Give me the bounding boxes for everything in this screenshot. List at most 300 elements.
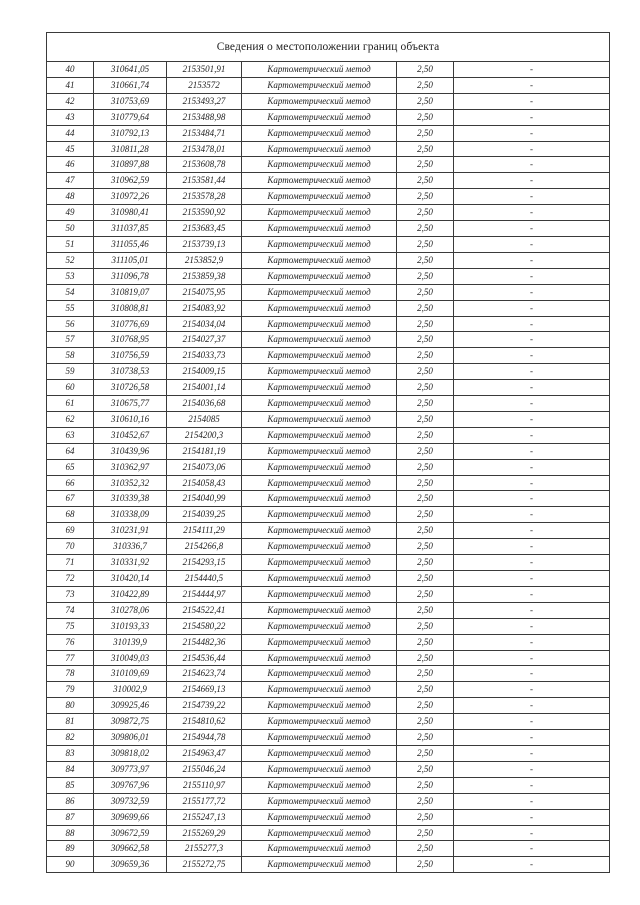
coordinate-x-cell: 310452,67: [94, 427, 167, 443]
point-number-cell: 51: [47, 236, 94, 252]
method-cell: Картометрический метод: [242, 809, 397, 825]
point-number-cell: 75: [47, 618, 94, 634]
coordinate-y-cell: 2155269,29: [167, 825, 242, 841]
accuracy-cell: 2,50: [397, 189, 454, 205]
note-cell: -: [454, 348, 610, 364]
method-cell: Картометрический метод: [242, 571, 397, 587]
document-page: [46, 32, 609, 873]
method-cell: Картометрический метод: [242, 109, 397, 125]
table-row: [47, 793, 610, 809]
note-cell: -: [454, 777, 610, 793]
table-row: [47, 141, 610, 157]
method-cell: Картометрический метод: [242, 475, 397, 491]
table-row: [47, 618, 610, 634]
method-cell: Картометрический метод: [242, 730, 397, 746]
point-number-cell: 88: [47, 825, 94, 841]
table-row: [47, 252, 610, 268]
note-cell: -: [454, 443, 610, 459]
coordinate-y-cell: 2153572: [167, 77, 242, 93]
note-cell: -: [454, 364, 610, 380]
accuracy-cell: 2,50: [397, 380, 454, 396]
accuracy-cell: 2,50: [397, 252, 454, 268]
method-cell: Картометрический метод: [242, 427, 397, 443]
coordinate-y-cell: 2153488,98: [167, 109, 242, 125]
coordinate-y-cell: 2154440,5: [167, 571, 242, 587]
method-cell: Картометрический метод: [242, 443, 397, 459]
point-number-cell: 42: [47, 93, 94, 109]
method-cell: Картометрический метод: [242, 857, 397, 873]
note-cell: -: [454, 475, 610, 491]
table-row: [47, 761, 610, 777]
table-row: [47, 348, 610, 364]
table-row: [47, 411, 610, 427]
note-cell: -: [454, 268, 610, 284]
method-cell: Картометрический метод: [242, 491, 397, 507]
coordinate-x-cell: 310962,59: [94, 173, 167, 189]
point-number-cell: 69: [47, 523, 94, 539]
point-number-cell: 84: [47, 761, 94, 777]
point-number-cell: 83: [47, 745, 94, 761]
method-cell: Картометрический метод: [242, 777, 397, 793]
accuracy-cell: 2,50: [397, 93, 454, 109]
point-number-cell: 62: [47, 411, 94, 427]
table-body: [47, 62, 610, 873]
coordinate-x-cell: 310352,32: [94, 475, 167, 491]
point-number-cell: 57: [47, 332, 94, 348]
accuracy-cell: 2,50: [397, 825, 454, 841]
coordinate-y-cell: 2153578,28: [167, 189, 242, 205]
table-row: [47, 825, 610, 841]
table-row: [47, 777, 610, 793]
point-number-cell: 76: [47, 634, 94, 650]
table-row: [47, 666, 610, 682]
coordinate-y-cell: 2154040,99: [167, 491, 242, 507]
coordinate-y-cell: 2154009,15: [167, 364, 242, 380]
accuracy-cell: 2,50: [397, 316, 454, 332]
note-cell: -: [454, 300, 610, 316]
method-cell: Картометрический метод: [242, 745, 397, 761]
table-title-row: [47, 33, 610, 62]
point-number-cell: 85: [47, 777, 94, 793]
coordinate-x-cell: 310278,06: [94, 602, 167, 618]
coordinate-x-cell: 309806,01: [94, 730, 167, 746]
coordinate-y-cell: 2154073,06: [167, 459, 242, 475]
coordinate-x-cell: 309925,46: [94, 698, 167, 714]
coordinate-y-cell: 2155177,72: [167, 793, 242, 809]
coordinate-y-cell: 2153501,91: [167, 62, 242, 78]
method-cell: Картометрический метод: [242, 348, 397, 364]
coordinate-y-cell: 2154963,47: [167, 745, 242, 761]
coordinate-y-cell: 2153493,27: [167, 93, 242, 109]
note-cell: -: [454, 62, 610, 78]
accuracy-cell: 2,50: [397, 236, 454, 252]
method-cell: Картометрический метод: [242, 125, 397, 141]
note-cell: -: [454, 284, 610, 300]
accuracy-cell: 2,50: [397, 841, 454, 857]
table-row: [47, 555, 610, 571]
coordinate-y-cell: 2153739,13: [167, 236, 242, 252]
coordinate-y-cell: 2154810,62: [167, 714, 242, 730]
method-cell: Картометрический метод: [242, 666, 397, 682]
method-cell: Картометрический метод: [242, 189, 397, 205]
method-cell: Картометрический метод: [242, 586, 397, 602]
accuracy-cell: 2,50: [397, 714, 454, 730]
point-number-cell: 53: [47, 268, 94, 284]
point-number-cell: 80: [47, 698, 94, 714]
table-row: [47, 857, 610, 873]
note-cell: -: [454, 109, 610, 125]
point-number-cell: 70: [47, 539, 94, 555]
coordinate-y-cell: 2154623,74: [167, 666, 242, 682]
coordinate-y-cell: 2154001,14: [167, 380, 242, 396]
coordinate-x-cell: 310139,9: [94, 634, 167, 650]
method-cell: Картометрический метод: [242, 396, 397, 412]
table-row: [47, 745, 610, 761]
coordinate-x-cell: 310779,64: [94, 109, 167, 125]
note-cell: -: [454, 221, 610, 237]
table-row: [47, 459, 610, 475]
coordinate-y-cell: 2153590,92: [167, 205, 242, 221]
table-row: [47, 698, 610, 714]
coordinate-x-cell: 310420,14: [94, 571, 167, 587]
accuracy-cell: 2,50: [397, 205, 454, 221]
accuracy-cell: 2,50: [397, 555, 454, 571]
coordinate-x-cell: 310756,59: [94, 348, 167, 364]
table-row: [47, 316, 610, 332]
coordinate-x-cell: 309699,66: [94, 809, 167, 825]
coordinate-x-cell: 310819,07: [94, 284, 167, 300]
note-cell: -: [454, 141, 610, 157]
table-row: [47, 730, 610, 746]
table-row: [47, 125, 610, 141]
coordinate-x-cell: 310738,53: [94, 364, 167, 380]
accuracy-cell: 2,50: [397, 62, 454, 78]
accuracy-cell: 2,50: [397, 348, 454, 364]
accuracy-cell: 2,50: [397, 300, 454, 316]
coordinate-x-cell: 310339,38: [94, 491, 167, 507]
coordinate-x-cell: 310439,96: [94, 443, 167, 459]
accuracy-cell: 2,50: [397, 427, 454, 443]
note-cell: -: [454, 571, 610, 587]
note-cell: -: [454, 189, 610, 205]
coordinate-y-cell: 2155272,75: [167, 857, 242, 873]
coordinate-x-cell: 310336,7: [94, 539, 167, 555]
accuracy-cell: 2,50: [397, 284, 454, 300]
coordinate-y-cell: 2154181,19: [167, 443, 242, 459]
table-row: [47, 62, 610, 78]
coordinate-y-cell: 2155110,97: [167, 777, 242, 793]
method-cell: Картометрический метод: [242, 761, 397, 777]
coordinate-y-cell: 2154266,8: [167, 539, 242, 555]
coordinate-x-cell: 310972,26: [94, 189, 167, 205]
point-number-cell: 46: [47, 157, 94, 173]
coordinate-x-cell: 310675,77: [94, 396, 167, 412]
coordinate-x-cell: 310610,16: [94, 411, 167, 427]
coordinate-y-cell: 2154039,25: [167, 507, 242, 523]
note-cell: -: [454, 841, 610, 857]
table-row: [47, 205, 610, 221]
point-number-cell: 77: [47, 650, 94, 666]
point-number-cell: 68: [47, 507, 94, 523]
point-number-cell: 44: [47, 125, 94, 141]
coordinate-x-cell: 310422,89: [94, 586, 167, 602]
table-row: [47, 841, 610, 857]
coordinate-x-cell: 311055,46: [94, 236, 167, 252]
point-number-cell: 64: [47, 443, 94, 459]
method-cell: Картометрический метод: [242, 507, 397, 523]
coordinate-y-cell: 2154580,22: [167, 618, 242, 634]
table-row: [47, 571, 610, 587]
coordinate-y-cell: 2155046,24: [167, 761, 242, 777]
table-row: [47, 650, 610, 666]
coordinate-x-cell: 309872,75: [94, 714, 167, 730]
method-cell: Картометрический метод: [242, 714, 397, 730]
method-cell: Картометрический метод: [242, 650, 397, 666]
table-row: [47, 380, 610, 396]
note-cell: -: [454, 809, 610, 825]
note-cell: -: [454, 634, 610, 650]
point-number-cell: 81: [47, 714, 94, 730]
coordinate-y-cell: 2154058,43: [167, 475, 242, 491]
table-row: [47, 682, 610, 698]
accuracy-cell: 2,50: [397, 809, 454, 825]
coordinate-y-cell: 2154033,73: [167, 348, 242, 364]
note-cell: -: [454, 332, 610, 348]
coordinate-x-cell: 309659,36: [94, 857, 167, 873]
table-row: [47, 396, 610, 412]
table-row: [47, 714, 610, 730]
accuracy-cell: 2,50: [397, 682, 454, 698]
table-row: [47, 427, 610, 443]
note-cell: -: [454, 252, 610, 268]
coordinate-x-cell: 310768,95: [94, 332, 167, 348]
note-cell: -: [454, 236, 610, 252]
coordinate-x-cell: 310980,41: [94, 205, 167, 221]
table-row: [47, 443, 610, 459]
point-number-cell: 87: [47, 809, 94, 825]
accuracy-cell: 2,50: [397, 745, 454, 761]
coordinate-y-cell: 2155277,3: [167, 841, 242, 857]
point-number-cell: 49: [47, 205, 94, 221]
table-row: [47, 284, 610, 300]
note-cell: -: [454, 761, 610, 777]
coordinate-x-cell: 310726,58: [94, 380, 167, 396]
point-number-cell: 40: [47, 62, 94, 78]
method-cell: Картометрический метод: [242, 300, 397, 316]
point-number-cell: 79: [47, 682, 94, 698]
coordinate-y-cell: 2153859,38: [167, 268, 242, 284]
coordinate-x-cell: 310792,13: [94, 125, 167, 141]
method-cell: Картометрический метод: [242, 364, 397, 380]
point-number-cell: 65: [47, 459, 94, 475]
accuracy-cell: 2,50: [397, 459, 454, 475]
method-cell: Картометрический метод: [242, 380, 397, 396]
accuracy-cell: 2,50: [397, 698, 454, 714]
coordinate-x-cell: 309767,96: [94, 777, 167, 793]
table-row: [47, 93, 610, 109]
coordinate-x-cell: 310661,74: [94, 77, 167, 93]
method-cell: Картометрический метод: [242, 618, 397, 634]
note-cell: -: [454, 650, 610, 666]
coordinate-y-cell: 2154075,95: [167, 284, 242, 300]
point-number-cell: 41: [47, 77, 94, 93]
table-row: [47, 221, 610, 237]
point-number-cell: 48: [47, 189, 94, 205]
accuracy-cell: 2,50: [397, 491, 454, 507]
coordinate-x-cell: 310109,69: [94, 666, 167, 682]
accuracy-cell: 2,50: [397, 523, 454, 539]
coordinate-y-cell: 2153608,78: [167, 157, 242, 173]
note-cell: -: [454, 730, 610, 746]
table-row: [47, 189, 610, 205]
coordinate-y-cell: 2154944,78: [167, 730, 242, 746]
method-cell: Картометрический метод: [242, 62, 397, 78]
point-number-cell: 73: [47, 586, 94, 602]
coordinate-x-cell: 310641,05: [94, 62, 167, 78]
coordinate-y-cell: 2154085: [167, 411, 242, 427]
note-cell: -: [454, 427, 610, 443]
coordinate-y-cell: 2154293,15: [167, 555, 242, 571]
accuracy-cell: 2,50: [397, 364, 454, 380]
method-cell: Картометрический метод: [242, 157, 397, 173]
coordinate-y-cell: 2154200,3: [167, 427, 242, 443]
table-title: Сведения о местоположении границ объекта: [47, 33, 610, 62]
note-cell: -: [454, 316, 610, 332]
method-cell: Картометрический метод: [242, 205, 397, 221]
accuracy-cell: 2,50: [397, 141, 454, 157]
coordinate-x-cell: 310362,97: [94, 459, 167, 475]
accuracy-cell: 2,50: [397, 411, 454, 427]
coordinate-y-cell: 2154482,36: [167, 634, 242, 650]
point-number-cell: 54: [47, 284, 94, 300]
coordinate-x-cell: 309672,59: [94, 825, 167, 841]
coordinate-y-cell: 2154036,68: [167, 396, 242, 412]
coordinate-y-cell: 2155247,13: [167, 809, 242, 825]
accuracy-cell: 2,50: [397, 539, 454, 555]
accuracy-cell: 2,50: [397, 618, 454, 634]
coordinate-x-cell: 309818,02: [94, 745, 167, 761]
note-cell: -: [454, 666, 610, 682]
note-cell: -: [454, 205, 610, 221]
coordinate-y-cell: 2153484,71: [167, 125, 242, 141]
point-number-cell: 66: [47, 475, 94, 491]
note-cell: -: [454, 618, 610, 634]
accuracy-cell: 2,50: [397, 634, 454, 650]
accuracy-cell: 2,50: [397, 730, 454, 746]
point-number-cell: 60: [47, 380, 94, 396]
method-cell: Картометрический метод: [242, 268, 397, 284]
coordinate-x-cell: 310776,69: [94, 316, 167, 332]
note-cell: -: [454, 459, 610, 475]
note-cell: -: [454, 523, 610, 539]
point-number-cell: 45: [47, 141, 94, 157]
accuracy-cell: 2,50: [397, 475, 454, 491]
accuracy-cell: 2,50: [397, 666, 454, 682]
note-cell: -: [454, 602, 610, 618]
table-row: [47, 491, 610, 507]
coordinate-x-cell: 309662,58: [94, 841, 167, 857]
method-cell: Картометрический метод: [242, 523, 397, 539]
method-cell: Картометрический метод: [242, 252, 397, 268]
coordinate-y-cell: 2153683,45: [167, 221, 242, 237]
method-cell: Картометрический метод: [242, 602, 397, 618]
point-number-cell: 55: [47, 300, 94, 316]
accuracy-cell: 2,50: [397, 857, 454, 873]
table-row: [47, 809, 610, 825]
note-cell: -: [454, 411, 610, 427]
table-row: [47, 77, 610, 93]
boundary-coordinates-table: [46, 32, 610, 873]
note-cell: -: [454, 555, 610, 571]
coordinate-x-cell: 310811,28: [94, 141, 167, 157]
method-cell: Картометрический метод: [242, 682, 397, 698]
accuracy-cell: 2,50: [397, 173, 454, 189]
method-cell: Картометрический метод: [242, 411, 397, 427]
coordinate-y-cell: 2154522,41: [167, 602, 242, 618]
accuracy-cell: 2,50: [397, 761, 454, 777]
note-cell: -: [454, 380, 610, 396]
note-cell: -: [454, 77, 610, 93]
accuracy-cell: 2,50: [397, 777, 454, 793]
accuracy-cell: 2,50: [397, 586, 454, 602]
method-cell: Картометрический метод: [242, 332, 397, 348]
coordinate-x-cell: 310193,33: [94, 618, 167, 634]
table-row: [47, 300, 610, 316]
method-cell: Картометрический метод: [242, 221, 397, 237]
coordinate-x-cell: 310002,9: [94, 682, 167, 698]
method-cell: Картометрический метод: [242, 459, 397, 475]
method-cell: Картометрический метод: [242, 634, 397, 650]
table-row: [47, 602, 610, 618]
note-cell: -: [454, 507, 610, 523]
point-number-cell: 59: [47, 364, 94, 380]
point-number-cell: 71: [47, 555, 94, 571]
method-cell: Картометрический метод: [242, 93, 397, 109]
coordinate-y-cell: 2154083,92: [167, 300, 242, 316]
coordinate-x-cell: 311105,01: [94, 252, 167, 268]
note-cell: -: [454, 793, 610, 809]
point-number-cell: 50: [47, 221, 94, 237]
point-number-cell: 74: [47, 602, 94, 618]
coordinate-y-cell: 2153581,44: [167, 173, 242, 189]
note-cell: -: [454, 745, 610, 761]
point-number-cell: 89: [47, 841, 94, 857]
coordinate-y-cell: 2154444,97: [167, 586, 242, 602]
coordinate-x-cell: 310331,92: [94, 555, 167, 571]
accuracy-cell: 2,50: [397, 793, 454, 809]
point-number-cell: 86: [47, 793, 94, 809]
point-number-cell: 58: [47, 348, 94, 364]
coordinate-x-cell: 310808,81: [94, 300, 167, 316]
accuracy-cell: 2,50: [397, 109, 454, 125]
table-row: [47, 236, 610, 252]
note-cell: -: [454, 491, 610, 507]
note-cell: -: [454, 539, 610, 555]
method-cell: Картометрический метод: [242, 316, 397, 332]
point-number-cell: 63: [47, 427, 94, 443]
table-row: [47, 157, 610, 173]
method-cell: Картометрический метод: [242, 793, 397, 809]
coordinate-x-cell: 311037,85: [94, 221, 167, 237]
table-row: [47, 364, 610, 380]
point-number-cell: 56: [47, 316, 94, 332]
point-number-cell: 78: [47, 666, 94, 682]
method-cell: Картометрический метод: [242, 77, 397, 93]
coordinate-x-cell: 310753,69: [94, 93, 167, 109]
coordinate-y-cell: 2154111,29: [167, 523, 242, 539]
note-cell: -: [454, 173, 610, 189]
method-cell: Картометрический метод: [242, 173, 397, 189]
